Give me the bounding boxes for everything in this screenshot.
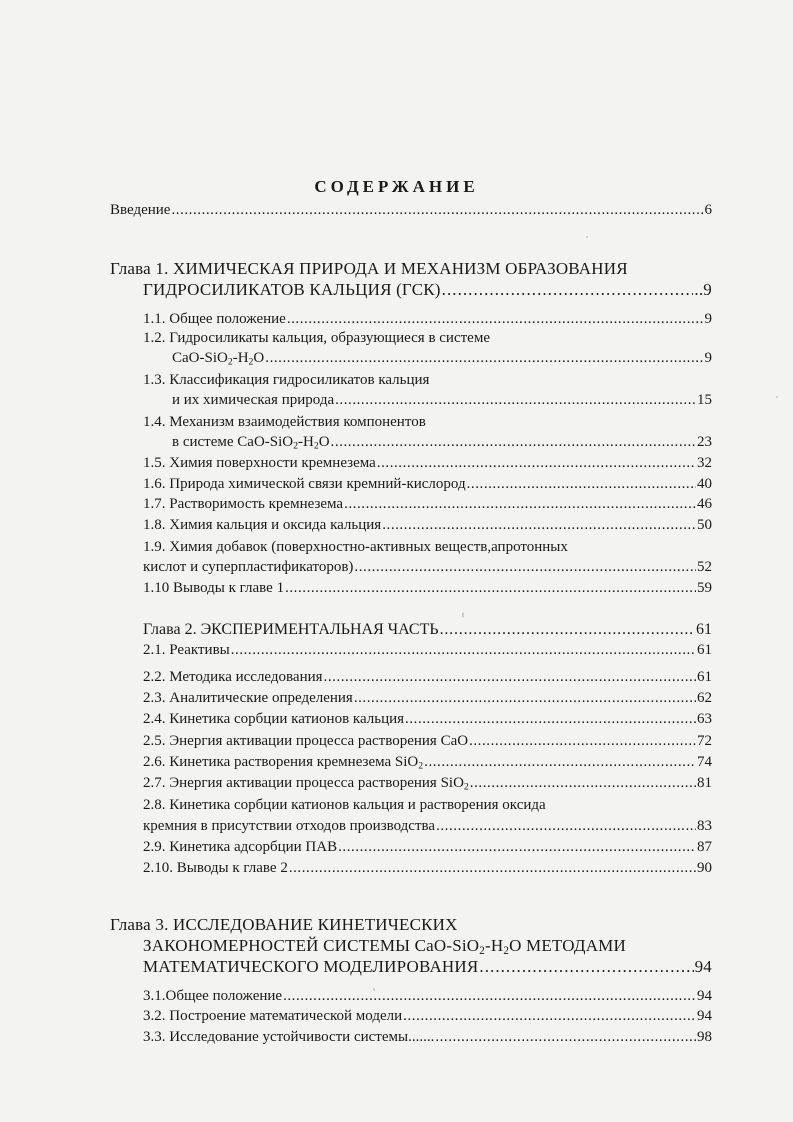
leader-dots [424, 752, 696, 772]
toc-page: 59 [697, 580, 712, 596]
toc-label: 1.10 Выводы к главе 1 [143, 580, 285, 596]
leader-dots [289, 858, 696, 878]
toc-label: 2.1. Реактивы [143, 642, 230, 658]
leader-dots [285, 578, 696, 598]
chapter-1-title-line2 [143, 280, 712, 300]
toc-page: 15 [697, 392, 712, 408]
toc-entry-1-1 [143, 309, 712, 329]
toc-page: 40 [697, 476, 712, 492]
toc-label: 1.7. Растворимость кремнезема [143, 496, 344, 512]
toc-entry-2-7 [143, 773, 712, 793]
chapter-3-title-line3 [143, 957, 712, 977]
toc-page: 9 [704, 311, 712, 327]
leader-dots [440, 620, 695, 640]
toc-label: МАТЕМАТИЧЕСКОГО МОДЕЛИРОВАНИЯ [143, 957, 479, 976]
toc-entry-1-3-line1: 1.3. Классификация гидросиликатов кальция [143, 372, 430, 388]
toc-entry-3-3 [143, 1027, 712, 1047]
chapter-3-title-line1: Глава 3. ИССЛЕДОВАНИЕ КИНЕТИЧЕСКИХ [110, 915, 458, 934]
leader-dots [354, 557, 696, 577]
toc-entry-1-9-line1: 1.9. Химия добавок (поверхностно-активных веществ,апротонных [143, 539, 568, 555]
toc-label: 3.2. Построение математической модели [143, 1008, 403, 1024]
toc-label: 2.3. Аналитические определения [143, 690, 353, 706]
toc-label: 2.7. Энергия активации процесса растворения SiO$_2$ [143, 775, 469, 793]
toc-entry-1-10 [143, 578, 712, 598]
toc-entry-3-1 [143, 986, 712, 1006]
toc-label: 2.10. Выводы к главе 2 [143, 860, 288, 876]
toc-label: Глава 2. ЭКСПЕРИМЕНТАЛЬНАЯ ЧАСТЬ [143, 621, 439, 638]
toc-page: 46 [697, 496, 712, 512]
toc-label: и их химическая природа [172, 392, 335, 408]
page-title: СОДЕРЖАНИЕ [314, 177, 479, 196]
toc-label: 2.4. Кинетика сорбции катионов кальция [143, 711, 405, 727]
toc-page: 23 [697, 434, 712, 450]
leader-dots [442, 280, 694, 300]
toc-label: 2.6. Кинетика растворения кремнезема SiO$_2$ [143, 754, 424, 772]
toc-page: 74 [697, 754, 712, 770]
toc-page: 6 [704, 202, 712, 218]
toc-page: 94 [697, 988, 712, 1004]
toc-entry-2-9 [143, 837, 712, 857]
toc-label: ГИДРОСИЛИКАТОВ КАЛЬЦИЯ (ГСК) [143, 280, 441, 299]
toc-entry-2-6 [143, 752, 712, 772]
toc-label: 2.5. Энергия активации процесса растворения CaO [143, 733, 469, 749]
toc-entry-1-5 [143, 453, 712, 473]
toc-entry-3-2 [143, 1006, 712, 1026]
toc-entry-1-4-line2 [172, 432, 712, 452]
toc-formula: в системе CaO-$SiO_2-H_2O$ [172, 434, 330, 452]
toc-page: 83 [697, 818, 712, 834]
toc-label: кислот и суперпластификаторов) [143, 559, 354, 575]
toc-label: 1.5. Химия поверхности кремнезема [143, 455, 376, 471]
toc-formula: CaO-$SiO_2-H_2O$ [172, 350, 265, 368]
toc-page: 62 [697, 690, 712, 706]
toc-entry-2-10 [143, 858, 712, 878]
leader-dots [287, 309, 704, 329]
toc-label: Введение [110, 202, 171, 218]
scan-speck [462, 612, 464, 618]
toc-entry-1-8 [143, 515, 712, 535]
toc-entry-2-2 [143, 667, 712, 687]
leader-dots [283, 986, 696, 1006]
toc-page: 52 [697, 559, 712, 575]
toc-label: 3.3. Исследование устойчивости системы....... [143, 1029, 435, 1045]
leader-dots [403, 1006, 696, 1026]
chapter-1-title-line1: Глава 1. ХИМИЧЕСКАЯ ПРИРОДА И МЕХАНИЗМ ОБРАЗОВАНИЯ [110, 259, 628, 278]
toc-entry-intro [110, 200, 712, 220]
leader-dots [265, 348, 703, 368]
leader-dots [405, 709, 696, 729]
toc-entry-1-7 [143, 494, 712, 514]
chapter-3-title-line2: ЗАКОНОМЕРНОСТЕЙ СИСТЕМЫ CaO-$SiO_2-H_2O$ МЕТОДАМИ [143, 936, 626, 957]
toc-page: 63 [697, 711, 712, 727]
toc-page: 81 [697, 775, 712, 791]
toc-page: 61 [696, 621, 712, 638]
toc-entry-2-8-line2 [143, 816, 712, 836]
leader-dots [331, 432, 696, 452]
leader-dots [324, 667, 696, 687]
toc-page: 72 [697, 733, 712, 749]
chapter-2-title [143, 620, 712, 640]
toc-label: 1.6. Природа химической связи кремний-кислород [143, 476, 466, 492]
toc-page: 9 [704, 350, 712, 366]
toc-page: 90 [697, 860, 712, 876]
toc-page: 98 [697, 1029, 712, 1045]
toc-page: 87 [697, 839, 712, 855]
scan-speck [586, 236, 588, 238]
toc-entry-1-6 [143, 474, 712, 494]
toc-entry-2-4 [143, 709, 712, 729]
toc-page: 61 [697, 669, 712, 685]
toc-entry-2-5 [143, 731, 712, 751]
toc-page: 32 [697, 455, 712, 471]
toc-page: 61 [697, 642, 712, 658]
toc-entry-1-2-line2 [172, 348, 712, 368]
scan-speck [776, 396, 778, 398]
toc-page: 50 [697, 517, 712, 533]
leader-dots [435, 1027, 696, 1047]
toc-label: 1.1. Общее положение [143, 311, 286, 327]
leader-dots [335, 390, 696, 410]
toc-label: 1.8. Химия кальция и оксида кальция [143, 517, 382, 533]
toc-entry-1-3-line2 [172, 390, 712, 410]
toc-page: 94 [697, 1008, 712, 1024]
leader-dots [436, 816, 696, 836]
leader-dots [338, 837, 696, 857]
toc-entry-2-8-line1: 2.8. Кинетика сорбции катионов кальция и растворения оксида [143, 797, 546, 813]
toc-label: 3.1.Общее положение [143, 988, 283, 1004]
toc-label: кремния в присутствии отходов производства [143, 818, 436, 834]
toc-entry-2-1 [143, 640, 712, 660]
toc-entry-2-3 [143, 688, 712, 708]
toc-label: 2.9. Кинетика адсорбции ПАВ [143, 839, 338, 855]
leader-dots [469, 731, 696, 751]
toc-page: ..9 [694, 280, 712, 299]
leader-dots [377, 453, 696, 473]
leader-dots [479, 957, 693, 977]
leader-dots [470, 773, 696, 793]
leader-dots [231, 640, 696, 660]
toc-page: 94 [694, 957, 712, 976]
toc-entry-1-2-line1: 1.2. Гидросиликаты кальция, образующиеся в системе [143, 330, 490, 346]
toc-label: 2.2. Методика исследования [143, 669, 323, 685]
toc-entry-1-4-line1: 1.4. Механизм взаимодействия компонентов [143, 414, 426, 430]
leader-dots [171, 200, 703, 220]
leader-dots [344, 494, 696, 514]
scan-speck [373, 988, 375, 991]
leader-dots [382, 515, 696, 535]
leader-dots [354, 688, 696, 708]
leader-dots [467, 474, 696, 494]
toc-entry-1-9-line2 [143, 557, 712, 577]
